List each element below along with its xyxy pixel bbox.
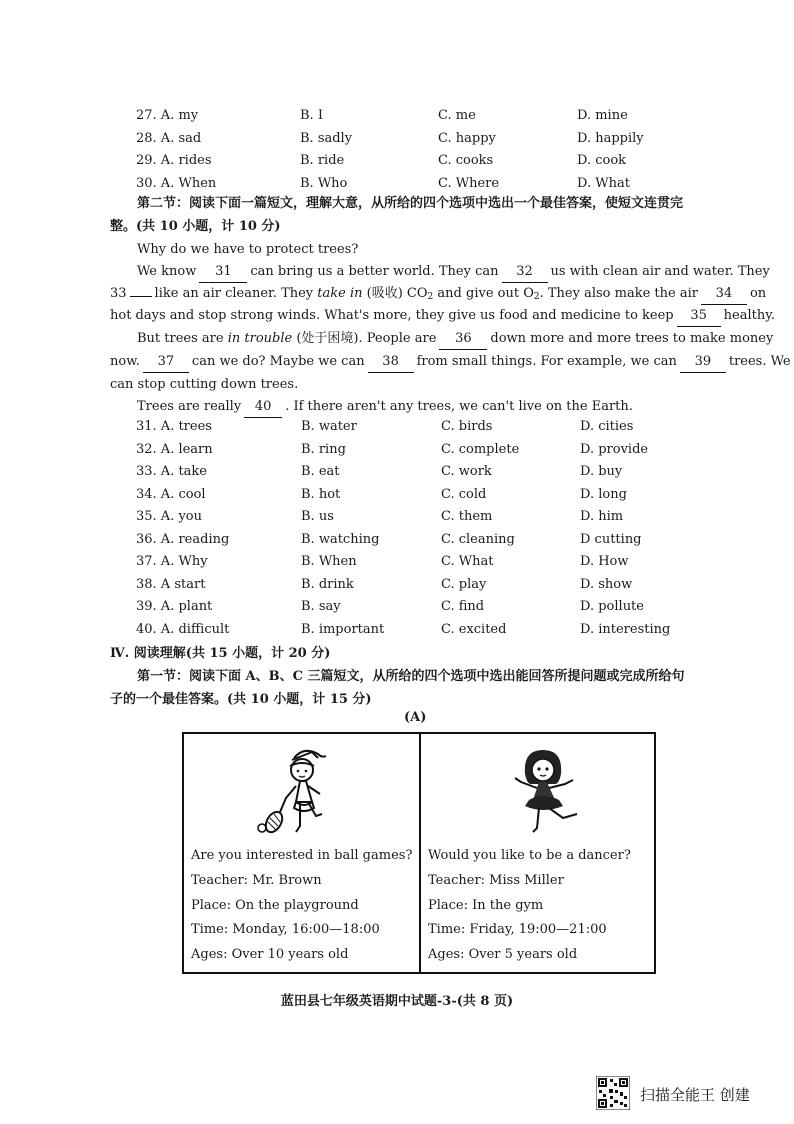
- option-b[interactable]: B. ring: [301, 441, 346, 457]
- ad-dancer: [419, 734, 655, 972]
- blank-39[interactable]: 39: [680, 352, 726, 373]
- option-a[interactable]: 40. A. difficult: [136, 621, 230, 637]
- option-row: [0, 554, 794, 574]
- blank-38[interactable]: 38: [368, 352, 414, 373]
- ad-right-question: Would you like to be a dancer?: [428, 848, 631, 863]
- option-b[interactable]: B. water: [301, 419, 357, 434]
- option-c[interactable]: C. play: [441, 576, 487, 592]
- part4-heading: Ⅳ. 阅读理解(共 15 小题，计 20 分): [110, 646, 331, 661]
- tennis-girl-illustration: [256, 744, 346, 840]
- option-b[interactable]: B. Who: [300, 176, 348, 192]
- option-d[interactable]: D. What: [577, 176, 630, 192]
- blank-33[interactable]: 33: [110, 286, 127, 301]
- option-row: [0, 131, 794, 151]
- scanner-watermark-text: 扫描全能王 创建: [640, 1086, 750, 1104]
- option-a[interactable]: 32. A. learn: [136, 441, 213, 457]
- option-d[interactable]: D. cities: [580, 419, 634, 434]
- option-row: [0, 108, 794, 128]
- option-d[interactable]: D. How: [580, 554, 629, 569]
- ad-left-time: Time: Monday, 16:00—18:00: [191, 922, 380, 937]
- option-a[interactable]: 28. A. sad: [136, 130, 202, 146]
- option-a[interactable]: 35. A. you: [136, 509, 203, 524]
- passage-line-7: can stop cutting down trees.: [110, 377, 299, 392]
- option-c[interactable]: C. find: [441, 599, 485, 614]
- part4-sub-2: 子的一个最佳答案。(共 10 小题，计 15 分): [110, 692, 372, 707]
- option-b[interactable]: B. watching: [301, 531, 380, 547]
- option-a[interactable]: 30. A. When: [136, 176, 217, 192]
- option-b[interactable]: B. When: [301, 554, 357, 569]
- part4-sub-1: 第一节：阅读下面 A、B、C 三篇短文，从所给的四个选项中选出能回答所提问题或完成所给句: [137, 669, 685, 684]
- qr-code-icon: [596, 1076, 630, 1110]
- passage-line-8: Trees are really 40 . If there aren't any trees, we can't live on the Earth.: [137, 397, 633, 418]
- passage-line-4: hot days and stop strong winds. What's more, they give us food and medicine to keep 35 healthy.: [110, 306, 775, 327]
- ad-left-place: Place: On the playground: [191, 898, 359, 913]
- option-row: [0, 419, 794, 439]
- option-d[interactable]: D. long: [580, 486, 627, 502]
- option-b[interactable]: B. drink: [301, 576, 354, 592]
- option-c[interactable]: C. me: [438, 108, 476, 123]
- option-c[interactable]: C. What: [441, 554, 494, 569]
- option-c[interactable]: C. cleaning: [441, 531, 515, 547]
- ad-right-teacher: Teacher: Miss Miller: [428, 873, 564, 888]
- ad-right-place: Place: In the gym: [428, 898, 544, 913]
- option-b[interactable]: B. us: [301, 509, 334, 524]
- option-d[interactable]: D. provide: [580, 441, 649, 457]
- option-a[interactable]: 39. A. plant: [136, 599, 213, 614]
- passage-line-6: now. 37 can we do? Maybe we can 38 from small things. For example, we can 39 trees. We: [110, 352, 791, 373]
- option-c[interactable]: C. Where: [438, 176, 500, 192]
- option-row: [0, 487, 794, 507]
- option-c[interactable]: C. excited: [441, 621, 507, 637]
- blank-34[interactable]: 34: [701, 284, 747, 305]
- ads-table: [182, 732, 656, 974]
- option-c[interactable]: C. happy: [438, 130, 496, 146]
- option-row: [0, 622, 794, 642]
- blank-40[interactable]: 40: [244, 397, 282, 418]
- option-c[interactable]: C. birds: [441, 419, 493, 434]
- option-d[interactable]: D. mine: [577, 108, 628, 123]
- option-d[interactable]: D. him: [580, 509, 624, 524]
- blank-36[interactable]: 36: [439, 329, 487, 350]
- blank-31[interactable]: 31: [199, 262, 247, 283]
- passage-a-label: (A): [404, 710, 427, 725]
- option-b[interactable]: B. I: [300, 108, 323, 123]
- ad-right-ages: Ages: Over 5 years old: [428, 947, 578, 962]
- option-d[interactable]: D. buy: [580, 464, 623, 479]
- option-a[interactable]: 27. A. my: [136, 108, 199, 123]
- page-footer: 蓝田县七年级英语期中试题-3-(共 8 页): [280, 994, 514, 1009]
- passage-question: Why do we have to protect trees?: [137, 242, 359, 257]
- passage-line-5: But trees are in trouble (处于困境). People are 36 down more and more trees to make money: [137, 329, 773, 350]
- option-d[interactable]: D cutting: [580, 531, 642, 547]
- option-row: [0, 577, 794, 597]
- ad-left-teacher: Teacher: Mr. Brown: [191, 873, 322, 888]
- option-row: [0, 153, 794, 173]
- option-a[interactable]: 37. A. Why: [136, 554, 208, 569]
- option-a[interactable]: 31. A. trees: [136, 419, 212, 434]
- ad-ball-games: [184, 734, 418, 972]
- option-c[interactable]: C. work: [441, 464, 492, 479]
- option-b[interactable]: B. say: [301, 599, 341, 614]
- option-row: [0, 464, 794, 484]
- option-row: [0, 509, 794, 529]
- passage-line-2: We know 31 can bring us a better world. They can 32 us with clean air and water. They: [137, 262, 770, 283]
- blank-35[interactable]: 35: [677, 306, 721, 327]
- option-a[interactable]: 33. A. take: [136, 464, 208, 479]
- ad-left-question: Are you interested in ball games?: [191, 848, 413, 863]
- option-a[interactable]: 34. A. cool: [136, 486, 206, 502]
- ad-left-ages: Ages: Over 10 years old: [191, 947, 349, 962]
- blank-32[interactable]: 32: [502, 262, 548, 283]
- option-row: [0, 442, 794, 462]
- section2-instruction-1: 第二节：阅读下面一篇短文，理解大意，从所给的四个选项中选出一个最佳答案，使短文连贯完: [137, 196, 684, 211]
- option-b[interactable]: B. sadly: [300, 130, 353, 146]
- option-b[interactable]: B. important: [301, 621, 385, 637]
- option-d[interactable]: D. cook: [577, 153, 627, 169]
- option-d[interactable]: D. pollute: [580, 599, 644, 614]
- option-c[interactable]: C. cold: [441, 486, 487, 502]
- dancer-girl-illustration: [499, 744, 595, 840]
- option-c[interactable]: C. them: [441, 509, 493, 524]
- option-d[interactable]: D. show: [580, 576, 633, 592]
- option-c[interactable]: C. complete: [441, 441, 520, 457]
- option-a[interactable]: 29. A. rides: [136, 153, 212, 169]
- blank-37[interactable]: 37: [143, 352, 189, 373]
- option-d[interactable]: D. interesting: [580, 621, 671, 637]
- option-b[interactable]: B. hot: [301, 486, 341, 502]
- option-row: [0, 532, 794, 552]
- ad-right-time: Time: Friday, 19:00—21:00: [428, 922, 607, 937]
- option-c[interactable]: C. cooks: [438, 153, 494, 169]
- option-b[interactable]: B. ride: [300, 153, 345, 169]
- option-d[interactable]: D. happily: [577, 130, 644, 146]
- option-row: [0, 599, 794, 619]
- option-a[interactable]: 38. A start: [136, 576, 206, 592]
- passage-line-3: 33 like an air cleaner. They take in (吸收) $CO_2$ and give out $O_2$. They also make the air 34 on: [110, 284, 766, 307]
- option-a[interactable]: 36. A. reading: [136, 531, 230, 547]
- section2-instruction-2: 整。(共 10 小题，计 10 分): [110, 219, 281, 234]
- option-b[interactable]: B. eat: [301, 464, 340, 479]
